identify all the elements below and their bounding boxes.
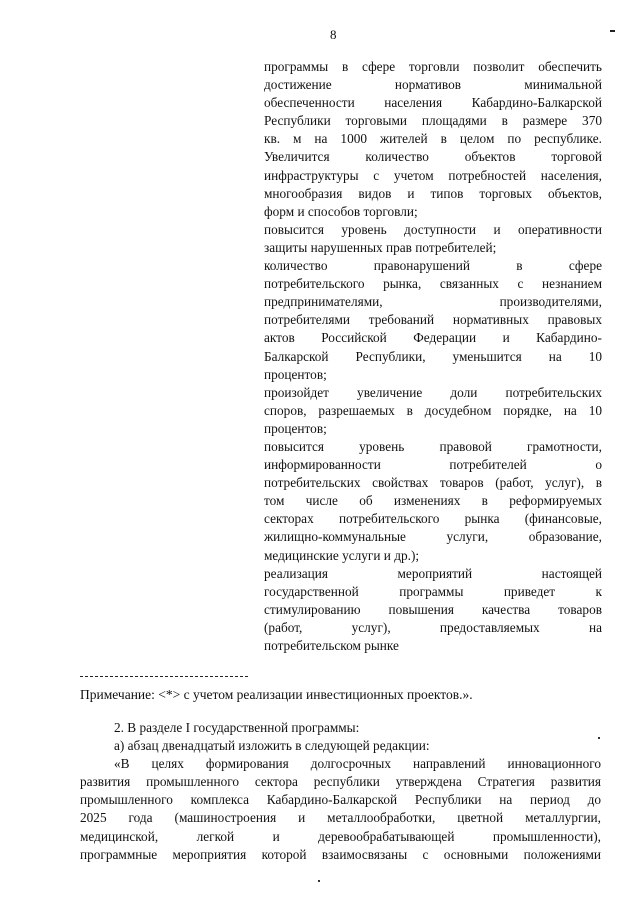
text-line: «В целях формирования долгосрочных направлений инновационного xyxy=(114,756,601,772)
text-line: медицинской, легкой и деревообрабатывающей промышленности), xyxy=(80,828,601,844)
text-line: инфраструктуры с учетом потребностей населения, xyxy=(264,167,602,183)
text-line: жилищно-коммунальные услуги, образование, xyxy=(264,529,602,545)
text-line: информированности потребителей о xyxy=(264,457,602,473)
footnote: Примечание: <*> с учетом реализации инвестиционных проектов.». xyxy=(80,687,473,702)
text-line: потребительского рынка, связанных с незнанием xyxy=(264,276,602,292)
text-line: достижение нормативов минимальной xyxy=(264,77,602,93)
text-line: стимулированию повышения качества товаров xyxy=(264,601,602,617)
text-line: промышленного комплекса Кабардино-Балкарской Республики на период до xyxy=(80,792,601,808)
text-line: форм и способов торговли; xyxy=(264,203,418,219)
text-line: многообразия видов и типов торговых объектов, xyxy=(264,185,602,201)
text-line: (работ, услуг), предоставляемых на xyxy=(264,619,602,635)
text-line: защиты нарушенных прав потребителей; xyxy=(264,239,497,255)
text-line: произойдет увеличение доли потребительских xyxy=(264,384,602,400)
text-line: потребительских свойствах товаров (работ, услуг), в xyxy=(264,475,602,491)
text-line: количество правонарушений в сфере xyxy=(264,258,602,274)
text-line: секторах потребительского рынка (финансовые, xyxy=(264,511,602,527)
text-line: Республики торговыми площадями в размере 370 xyxy=(264,113,602,129)
text-line: процентов; xyxy=(264,420,327,436)
text-line: реализация мероприятий настоящей xyxy=(264,565,602,581)
text-line: 2. В разделе I государственной программы: xyxy=(114,720,360,735)
text-line: обеспеченности населения Кабардино-Балкарской xyxy=(264,95,602,111)
text-line: процентов; xyxy=(264,366,327,382)
text-line: повысится уровень доступности и оперативности xyxy=(264,221,602,237)
text-line: медицинские услуги и др.); xyxy=(264,547,420,563)
text-line: кв. м на 1000 жителей в целом по республике. xyxy=(264,131,602,147)
scan-dot xyxy=(318,880,320,882)
text-line: а) абзац двенадцатый изложить в следующей редакции: xyxy=(114,738,430,754)
scan-mark xyxy=(610,30,615,32)
page-number: 8 xyxy=(330,27,337,42)
footnote-separator xyxy=(80,676,248,677)
text-line: Увеличится количество объектов торговой xyxy=(264,149,602,165)
text-line: предпринимателями, производителями, xyxy=(264,294,602,310)
body-text xyxy=(80,719,601,864)
text-line: споров, разрешаемых в досудебном порядке, на 10 xyxy=(264,402,602,418)
text-line: актов Российской Федерации и Кабардино- xyxy=(264,330,602,346)
text-line: потребительском рынке xyxy=(264,638,399,653)
text-line: том числе об изменениях в реформируемых xyxy=(264,493,602,509)
table-cell-text xyxy=(264,58,602,655)
text-line: потребителями требований нормативных правовых xyxy=(264,312,602,328)
text-line: программы в сфере торговли позволит обеспечить xyxy=(264,59,602,74)
text-line: развития промышленного сектора республики утверждена Стратегия развития xyxy=(80,774,601,790)
text-line: государственной программы приведет к xyxy=(264,583,602,599)
text-line: программные мероприятия которой взаимосвязаны с основными положениями xyxy=(80,846,601,862)
text-line: 2025 года (машиностроения и металлообработки, цветной металлургии, xyxy=(80,810,601,826)
text-line: Балкарской Республики, уменьшится на 10 xyxy=(264,348,602,364)
text-line: повысится уровень правовой грамотности, xyxy=(264,438,602,454)
